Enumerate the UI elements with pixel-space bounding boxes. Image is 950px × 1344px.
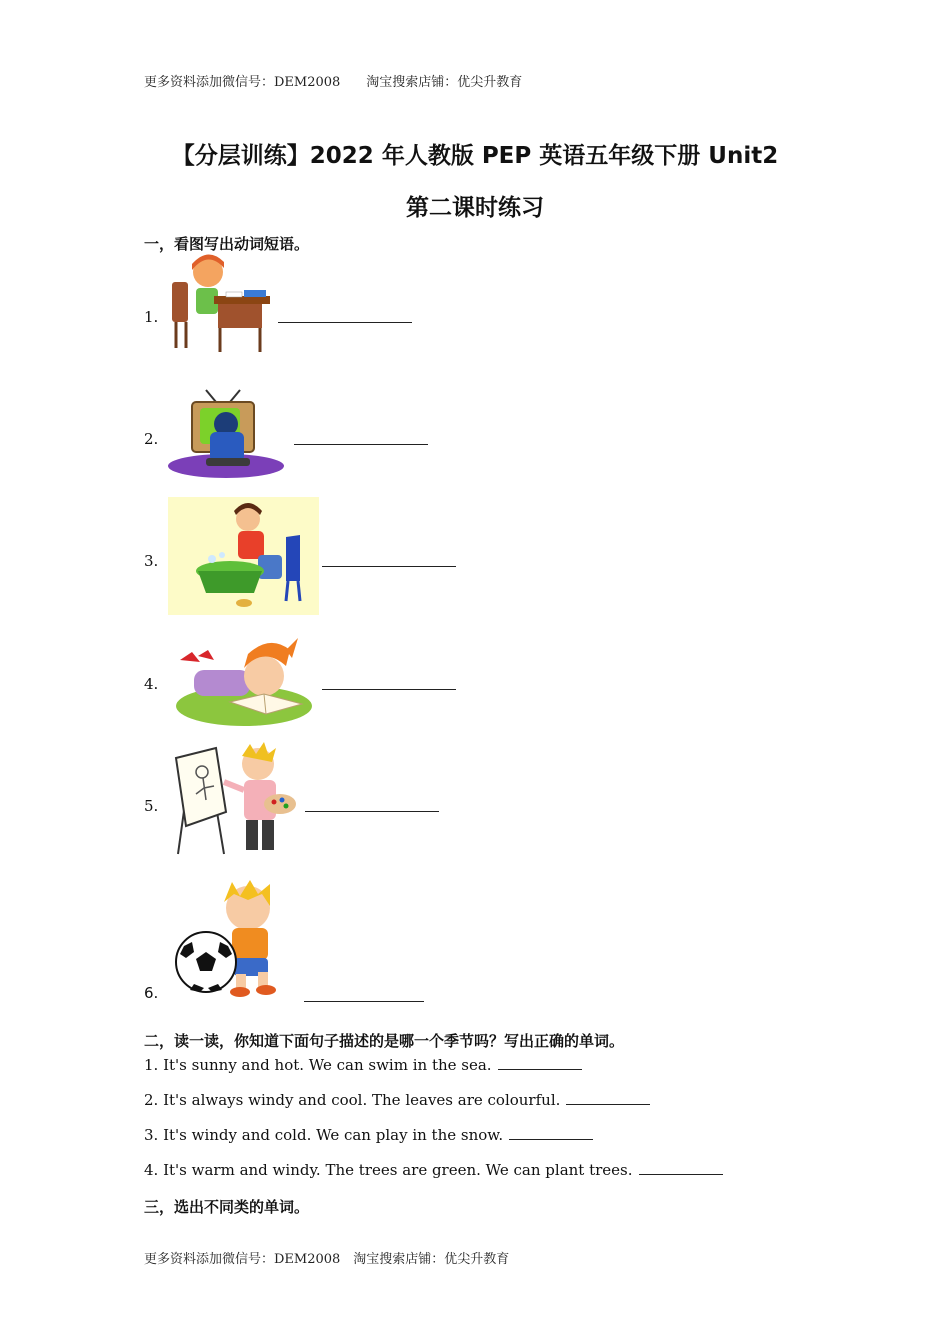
item6-answer-line[interactable]	[304, 1001, 424, 1002]
page-header: 更多资料添加微信号：DEM2008 淘宝搜索店铺：优尖升教育	[144, 75, 523, 90]
section2-heading: 二，读一读，你知道下面句子描述的是哪一个季节吗？写出正确的单词。	[144, 1032, 625, 1050]
page-title: 【分层训练】2022 年人教版 PEP 英语五年级下册 Unit2	[171, 143, 779, 169]
item5-number: 5.	[144, 797, 159, 815]
sentence-1-text: It's sunny and hot. We can swim in the sea.	[163, 1056, 492, 1074]
sentence-2-text: It's always windy and cool. The leaves are colourful.	[163, 1091, 561, 1109]
item4-number: 4.	[144, 675, 159, 693]
item4-answer-line[interactable]	[322, 689, 456, 690]
sentence-3	[144, 1126, 593, 1144]
sentence-1-number: 1.	[144, 1056, 159, 1074]
boy-watching-tv-picture	[166, 388, 286, 480]
item1-number: 1.	[144, 308, 159, 326]
section1-heading: 一，看图写出动词短语。	[144, 235, 310, 253]
boy-playing-football-picture	[174, 880, 300, 1000]
item2-answer-line[interactable]	[294, 444, 428, 445]
item2-number: 2.	[144, 430, 159, 448]
sentence-4	[144, 1161, 723, 1179]
sentence-4-text: It's warm and windy. The trees are green. We can plant trees.	[163, 1161, 633, 1179]
sentence-2-number: 2.	[144, 1091, 159, 1109]
girl-washing-clothes-picture	[168, 497, 319, 615]
section3-heading: 三，选出不同类的单词。	[144, 1198, 310, 1216]
sentence-3-text: It's windy and cold. We can play in the snow.	[163, 1126, 504, 1144]
sentence-1-answer-line[interactable]	[498, 1068, 582, 1070]
sentence-4-number: 4.	[144, 1161, 159, 1179]
boy-drawing-picture	[172, 742, 298, 856]
item5-answer-line[interactable]	[305, 811, 439, 812]
item6-number: 6.	[144, 984, 159, 1002]
page-footer: 更多资料添加微信号：DEM2008 淘宝搜索店铺：优尖升教育	[144, 1252, 510, 1267]
girl-reading-book-picture	[174, 632, 316, 728]
page-subtitle: 第二课时练习	[406, 195, 544, 221]
sentence-4-answer-line[interactable]	[639, 1173, 723, 1175]
sentence-3-number: 3.	[144, 1126, 159, 1144]
sentence-2-answer-line[interactable]	[566, 1103, 650, 1105]
item3-number: 3.	[144, 552, 159, 570]
sentence-3-answer-line[interactable]	[509, 1138, 593, 1140]
sentence-1	[144, 1056, 582, 1074]
item3-answer-line[interactable]	[322, 566, 456, 567]
item1-answer-line[interactable]	[278, 322, 412, 323]
sentence-2	[144, 1091, 650, 1109]
girl-doing-homework-picture	[168, 252, 272, 354]
